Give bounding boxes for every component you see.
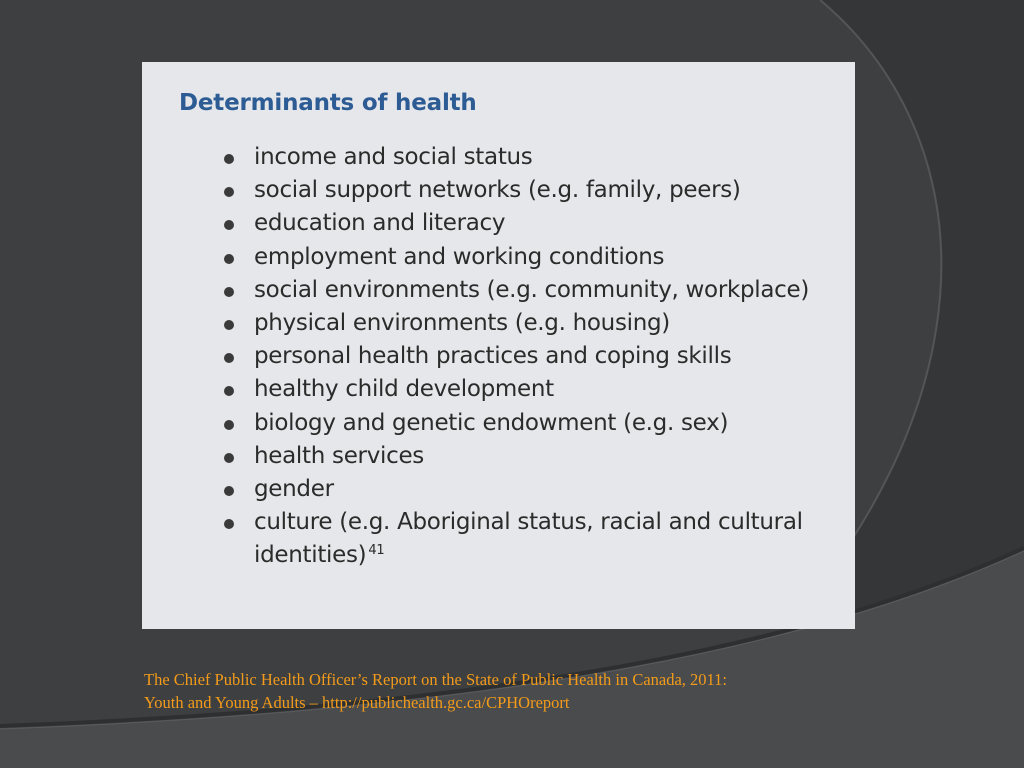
bullet-icon: [224, 386, 234, 396]
determinant-text: healthy child development: [254, 376, 554, 403]
citation-line-1: The Chief Public Health Officer’s Report on the State of Public Health in Canada, 2011:: [144, 670, 728, 689]
determinant-item: [220, 506, 840, 572]
determinant-text: biology and genetic endowment (e.g. sex): [254, 409, 729, 436]
bullet-icon: [224, 420, 234, 430]
determinant-text: employment and working conditions: [254, 243, 665, 270]
determinant-item: [220, 407, 840, 440]
determinant-item: [220, 274, 840, 307]
bullet-icon: [224, 453, 234, 463]
bullet-icon: [224, 254, 234, 264]
determinant-item: [220, 473, 840, 506]
determinant-text: culture (e.g. Aboriginal status, racial and cultural identities): [254, 509, 803, 569]
determinant-item: [220, 340, 840, 373]
determinant-item: [220, 207, 840, 240]
bullet-icon: [224, 486, 234, 496]
determinant-text: income and social status: [254, 144, 533, 170]
determinant-text: health services: [254, 442, 424, 469]
determinant-item: [220, 141, 840, 174]
bullet-icon: [224, 187, 234, 197]
bullet-icon: [224, 220, 234, 230]
determinant-text: gender: [254, 476, 334, 503]
bullet-icon: [224, 287, 234, 297]
determinant-text: social support networks (e.g. family, peers): [254, 177, 741, 204]
determinant-text: education and literacy: [254, 210, 506, 237]
determinant-text: personal health practices and coping skills: [254, 343, 732, 370]
determinant-item: [220, 440, 840, 473]
bullet-icon: [224, 154, 234, 164]
determinant-text: social environments (e.g. community, workplace): [254, 276, 810, 303]
bullet-icon: [224, 353, 234, 363]
bullet-icon: [224, 320, 234, 330]
determinant-item: [220, 241, 840, 274]
panel-title: Determinants of health: [179, 90, 477, 116]
bullet-icon: [224, 519, 234, 529]
determinants-list: [220, 141, 840, 573]
determinant-item: [220, 373, 840, 406]
determinants-panel: [142, 62, 855, 629]
footnote-marker: 41: [368, 542, 385, 558]
determinant-text: physical environments (e.g. housing): [254, 310, 670, 337]
determinant-item: [220, 307, 840, 340]
citation-text: [144, 668, 864, 714]
citation-line-2: Youth and Young Adults – http://publichealth.gc.ca/CPHOreport: [144, 693, 570, 712]
determinant-item: [220, 174, 840, 207]
